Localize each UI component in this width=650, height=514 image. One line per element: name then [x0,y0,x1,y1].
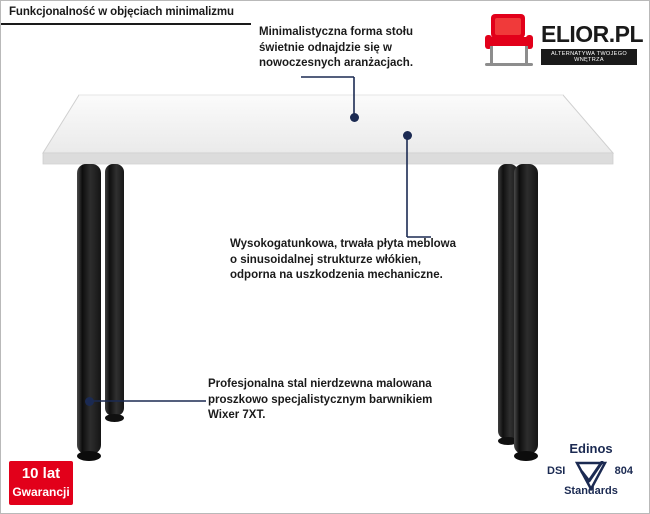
callout-dot-2 [403,131,412,140]
stamp-code-left: DSI [547,465,566,477]
callout-text-design: Minimalistyczna forma stołu świetnie odnajdzie się w nowoczesnych aranżacjach. [259,26,414,70]
standards-stamp [545,441,637,505]
guarantee-label: Gwarancji [12,485,70,499]
callout-text-material: Wysokogatunkowa, trwała płyta meblowa o sinusoidalnej strukturze włókien, odporna na uszkodzenia mechaniczne. [230,238,457,282]
brand-name: ELIOR.PL [541,21,644,47]
callout-dot-3 [85,397,94,406]
stamp-label: Standards [564,485,618,497]
brand-logo [479,9,644,71]
title-divider [1,23,251,25]
page-title: Funkcjonalność w objęciach minimalizmu [9,6,234,18]
guarantee-years: 10 lat [21,465,61,482]
brand-tagline: ALTERNATYWA TWOJEGO WNĘTRZA [541,49,637,65]
stamp-brand-name: Edinos [569,441,613,456]
red-armchair-icon [481,11,537,69]
callout-dot-1 [350,113,359,122]
callout-text-steel: Profesjonalna stal nierdzewna malowana proszkowo specjalistycznym barwnikiem Wixer 7XT. [208,378,433,422]
stamp-code-right: 804 [614,465,633,477]
guarantee-badge [9,461,73,505]
